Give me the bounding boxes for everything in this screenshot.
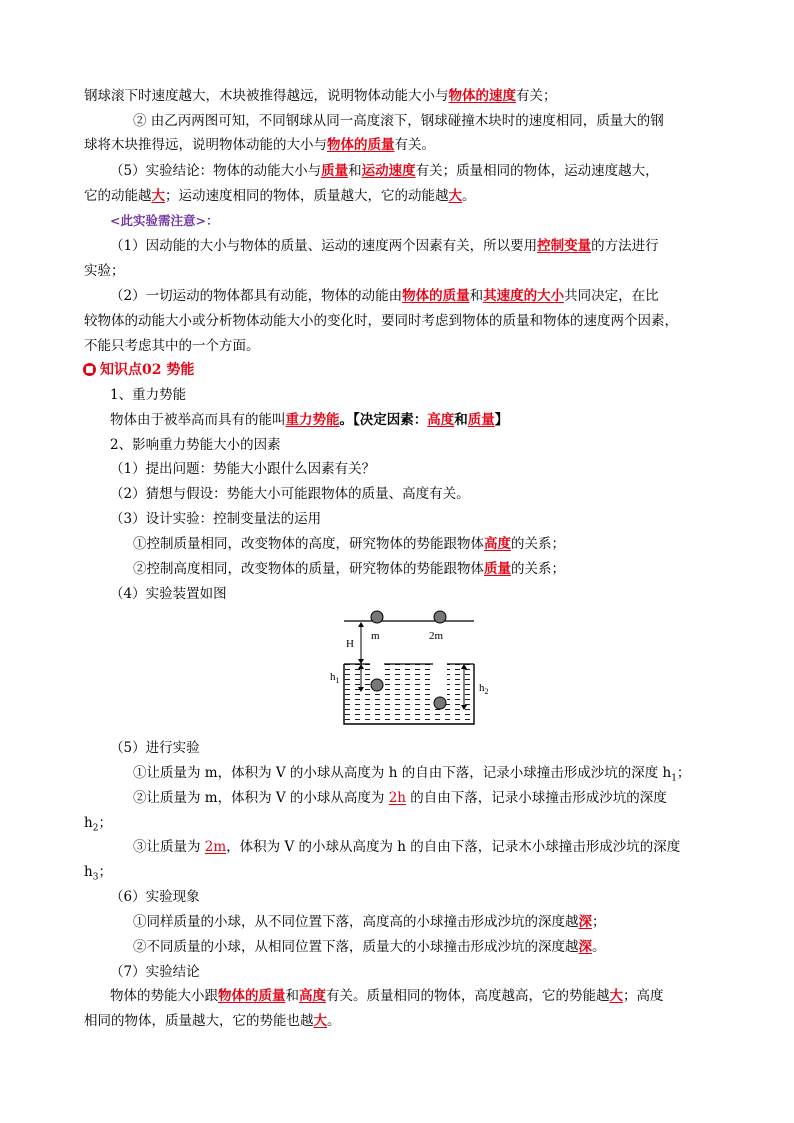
key-term: 大 [151, 188, 165, 204]
key-term: 2h [388, 790, 407, 806]
paragraph-line [84, 187, 724, 205]
key-term: 深 [578, 939, 592, 955]
text: （1）因动能的大小与物体的质量、运动的速度两个因素有关，所以要用 [110, 238, 538, 254]
key-term: 高度 [299, 988, 326, 1004]
paragraph-line [133, 913, 773, 931]
paragraph-line [110, 436, 750, 454]
text: ③让质量为 [133, 839, 205, 855]
label-2m: 2m [429, 630, 444, 642]
text: （6）实验现象 [110, 889, 200, 905]
text: 有关； [516, 88, 557, 104]
note-label: <此实验需注意>： [110, 213, 219, 228]
text: 。【决定因素： [339, 412, 428, 428]
text: ①控制质量相同，改变物体的高度，研究物体的势能跟物体 [133, 536, 484, 552]
paragraph-line [84, 1012, 724, 1030]
text: 物体的势能大小跟 [110, 988, 218, 1004]
text: 和 [469, 288, 484, 304]
paragraph-line [110, 162, 750, 180]
paragraph-line [84, 87, 724, 105]
key-term: 物体的质量 [218, 988, 286, 1004]
key-term: 2m [204, 839, 227, 855]
text: 。 [327, 1013, 341, 1029]
ball-2m-bottom [434, 697, 446, 709]
paragraph-line [133, 112, 773, 130]
text: 和 [348, 163, 362, 179]
paragraph-line [133, 838, 773, 856]
text: （2）猜想与假设：势能大小可能跟物体的质量、高度有关。 [110, 486, 470, 502]
text: ①同样质量的小球，从不同位置下落，高度高的小球撞击形成沙坑的深度越 [133, 914, 579, 930]
text: 和 [285, 988, 299, 1004]
paragraph-line [84, 863, 724, 887]
text: ； [592, 914, 606, 930]
label-m: m [371, 630, 380, 642]
text: ②不同质量的小球，从相同位置下落，质量大的小球撞击形成沙坑的深度越 [133, 939, 579, 955]
paragraph-line [110, 510, 750, 528]
text: ，体积为 V 的小球从高度为 h 的自由下落，记录木小球撞击形成沙坑的深度 [226, 839, 681, 855]
text: （3）设计实验：控制变量法的运用 [110, 511, 322, 527]
text: （2）一切运动的物体都具有动能，物体的动能由 [110, 288, 403, 304]
text: 相同的物体，质量越大，它的势能也越 [84, 1013, 314, 1029]
text: （1）提出问题：势能大小跟什么因素有关？ [110, 461, 376, 477]
paragraph-line [110, 739, 750, 757]
key-term: 大 [609, 988, 623, 1004]
text: ②控制高度相同，改变物体的质量，研究物体的势能跟物体 [133, 561, 484, 577]
subscript: 2 [92, 823, 99, 834]
paragraph-line [110, 987, 750, 1005]
text: ①让质量为 m，体积为 V 的小球从高度为 h 的自由下落，记录小球撞击形成沙坑的深度 h [133, 765, 672, 781]
crater-2 [433, 662, 447, 700]
paragraph-line [110, 888, 750, 906]
text: 有关。 [394, 137, 435, 153]
paragraph-line [84, 262, 724, 280]
paragraph-line [84, 814, 724, 838]
section-heading [83, 361, 723, 379]
text: ② 由乙丙两图可知，不同钢球从同一高度滚下，钢球碰撞木块时的速度相同，质量大的钢 [133, 113, 664, 129]
label-h2: $h_2$ [479, 682, 489, 696]
text: 的关系； [511, 536, 565, 552]
paragraph-line [110, 963, 750, 981]
experiment-apparatus-figure [324, 607, 504, 731]
text: h [84, 864, 93, 880]
text: 2、影响重力势能大小的因素 [110, 437, 281, 453]
text: （5）进行实验 [110, 740, 200, 756]
text: h [84, 815, 93, 831]
key-term: 质量 [467, 412, 495, 428]
label-H: H [346, 638, 354, 650]
note-heading [110, 212, 750, 230]
paragraph-line [84, 312, 724, 330]
text: ；高度 [623, 988, 664, 1004]
label-h1: $h_1$ [330, 671, 340, 685]
text: ； [98, 864, 112, 880]
text: 。 [462, 188, 476, 204]
ball-m-bottom [371, 679, 383, 691]
paragraph-line [110, 460, 750, 478]
key-term: 质量 [321, 163, 349, 179]
paragraph-line [133, 938, 773, 956]
text: 】 [494, 412, 509, 428]
key-term: 重力势能 [285, 412, 340, 428]
paragraph-line [110, 485, 750, 503]
subscript: 1 [671, 773, 677, 784]
flag-icon [83, 363, 96, 376]
paragraph-line [133, 535, 773, 553]
key-term: 物体的质量 [402, 288, 470, 304]
subscript: 3 [92, 872, 99, 883]
text: 实验； [84, 263, 125, 279]
key-term: 物体的质量 [327, 137, 395, 153]
paragraph-line [110, 386, 750, 404]
paragraph-line [84, 136, 724, 154]
text: ； [98, 815, 112, 831]
text: 的关系； [511, 561, 565, 577]
text: 它的动能越 [84, 188, 152, 204]
key-term: 深 [578, 914, 592, 930]
key-term: 其速度的大小 [483, 288, 565, 304]
text: （4）实验装置如图 [110, 586, 227, 602]
text: 钢球滚下时速度越大，木块被推得越远，说明物体动能大小与 [84, 88, 449, 104]
text: （5）实验结论：物体的动能大小与 [110, 163, 322, 179]
text: ； [676, 765, 691, 781]
paragraph-line [110, 237, 750, 255]
key-term: 高度 [484, 536, 511, 552]
section-title: 知识点02 势能 [100, 362, 195, 378]
text: 1、重力势能 [110, 387, 187, 403]
key-term: 运动速度 [361, 163, 416, 179]
key-term: 控制变量 [537, 238, 592, 254]
key-term: 大 [448, 188, 462, 204]
text: 有关。质量相同的物体，高度越高，它的势能越 [326, 988, 610, 1004]
ball-2m-top [434, 611, 446, 623]
key-term: 物体的速度 [448, 88, 516, 104]
text: 和 [454, 412, 468, 428]
text: ；运动速度相同的物体，质量越大，它的动能越 [165, 188, 449, 204]
paragraph-line [110, 411, 750, 429]
text: ②让质量为 m，体积为 V 的小球从高度为 [133, 790, 389, 806]
key-term: 质量 [484, 561, 511, 577]
text: 较物体的动能大小或分析物体动能大小的变化时，要同时考虑到物体的质量和物体的速度两个因素， [84, 313, 678, 329]
key-term: 大 [313, 1013, 327, 1029]
paragraph-line [133, 764, 773, 788]
ball-m-top [371, 611, 383, 623]
text: 的方法进行 [591, 238, 659, 254]
paragraph-line [133, 560, 773, 578]
text: （7）实验结论 [110, 964, 200, 980]
text: 共同决定，在比 [564, 288, 659, 304]
text: 的自由下落，记录小球撞击形成沙坑的深度 [406, 790, 667, 806]
paragraph-line [84, 337, 724, 355]
sand-box [344, 664, 474, 724]
text: 球将木块推得远，说明物体动能的大小与 [84, 137, 327, 153]
text: 物体由于被举高而具有的能叫 [110, 412, 286, 428]
paragraph-line [133, 789, 773, 807]
text: 有关；质量相同的物体，运动速度越大， [415, 163, 659, 179]
paragraph-line [110, 585, 750, 603]
key-term: 高度 [427, 412, 455, 428]
text: 。 [592, 939, 606, 955]
paragraph-line [110, 287, 750, 305]
text: 不能只考虑其中的一个方面。 [84, 338, 260, 354]
